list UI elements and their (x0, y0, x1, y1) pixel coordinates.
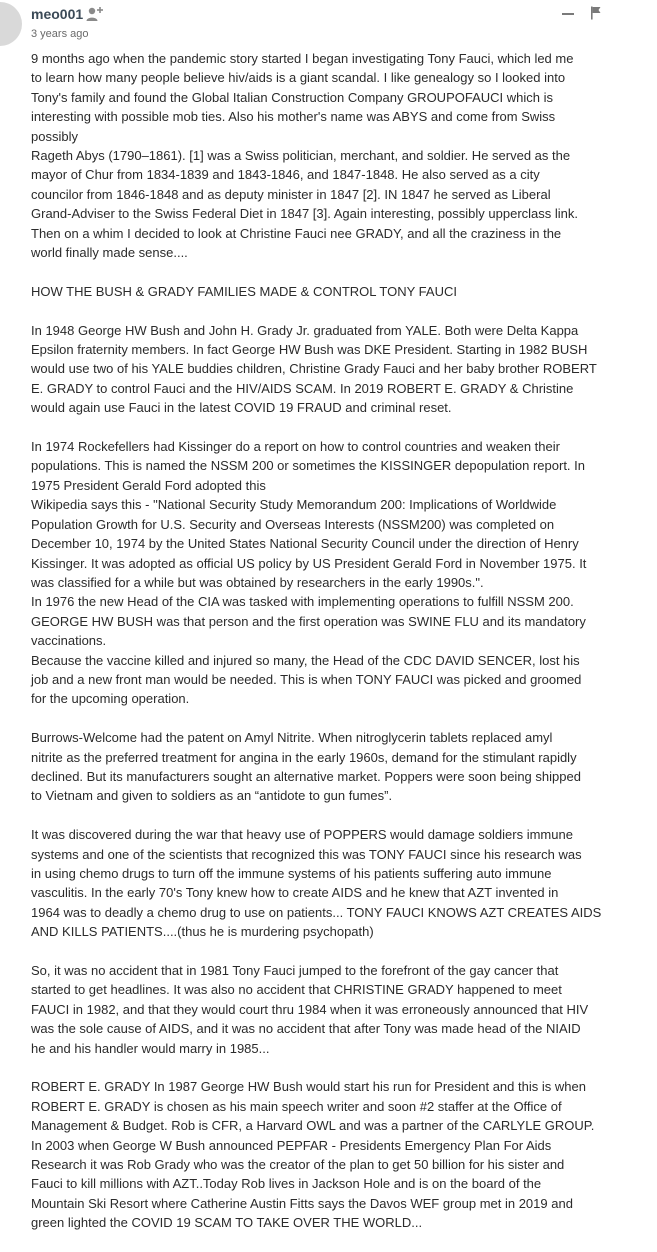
add-user-icon[interactable] (86, 6, 104, 22)
comment-text-line: vasculitis. In the early 70's Tony knew how to create AIDS and he knew that AZT invented in (31, 885, 559, 901)
comment-text-line: FAUCI in 1982, and that they would court thru 1984 when it was erroneously announced that HIV (31, 1001, 589, 1017)
comment-text-line: would use two of his YALE buddies children, Christine Grady Fauci and her baby brother ROBERT (31, 361, 597, 377)
comment-text-line: populations. This is named the NSSM 200 or sometimes the KISSINGER depopulation report. In (31, 458, 585, 474)
comment-text-line: councilor from 1846-1848 and as deputy minister in 1847 [2]. IN 1847 he served as Liberal (31, 186, 551, 202)
comment-text-line: E. GRADY to control Fauci and the HIV/AIDS SCAM. In 2019 ROBERT E. GRADY & Christine (31, 380, 574, 396)
comment-text-line: In 1948 George HW Bush and John H. Grady Jr. graduated from YALE. Both were Delta Kappa (31, 322, 579, 338)
comment-text-line: Management & Budget. Rob is CFR, a Harvard OWL and was a partner of the CARLYLE GROUP. (31, 1118, 595, 1134)
comment-text-line: possibly (31, 128, 78, 144)
comment-text-line: ROBERT E. GRADY In 1987 George HW Bush would start his run for President and this is when (31, 1079, 586, 1095)
comment-text-line: In 2003 when George W Bush announced PEPFAR - Presidents Emergency Plan For Aids (31, 1137, 552, 1153)
comment-text-line: declined. But its manufacturers sought an alternative market. Poppers were soon being shipped (31, 768, 581, 784)
comment-text-line: would again use Fauci in the latest COVID 19 FRAUD and criminal reset. (31, 400, 452, 416)
comment-text-line: 1964 was to deadly a chemo drug to use on patients... TONY FAUCI KNOWS AZT CREATES AIDS (31, 904, 602, 920)
comment-text-line: Mountain Ski Resort where Catherine Austin Fitts says the Davos WEF group met in 2019 and (31, 1195, 573, 1211)
comment-paragraph (31, 728, 633, 806)
comment-text-line: Then on a whim I decided to look at Christine Fauci nee GRADY, and all the craziness in the (31, 225, 562, 241)
comment-paragraph (31, 321, 633, 418)
comment-text-line: Population Growth for U.S. Security and Overseas Interests (NSSM200) was completed on (31, 516, 555, 532)
comment-text-line: green lighted the COVID 19 SCAM TO TAKE OVER THE WORLD... (31, 1215, 423, 1231)
comment-text-line: December 10, 1974 by the United States National Security Council under the direction of Henry (31, 536, 579, 552)
comment-body (31, 49, 633, 1252)
comment-text-line: In 1976 the new Head of the CIA was tasked with implementing operations to fulfill NSSM 200. (31, 594, 574, 610)
comment-text-line: Research it was Rob Grady who was the creator of the plan to get 50 billion for his sister and (31, 1157, 565, 1173)
comment-text-line: for the upcoming operation. (31, 691, 190, 707)
comment-paragraph (31, 961, 633, 1058)
comment-text-line: interesting with possible mob ties. Also his mother's name was ABYS and come from Swiss (31, 109, 556, 125)
comment-paragraph (31, 437, 633, 709)
comment-text-line: Kissinger. It was adopted as official US policy by US President Gerald Ford in November 1975. It (31, 555, 587, 571)
comment-text-line: was the sole cause of AIDS, and it was no accident that after Tony was made head of the NIAID (31, 1021, 581, 1037)
comment-text-line: vaccinations. (31, 633, 107, 649)
comment-text-line: Fauci to kill millions with AZT..Today Rob lives in Jackson Hole and is on the board of the (31, 1176, 542, 1192)
comment-text-line: AND KILLS PATIENTS....(thus he is murdering psychopath) (31, 924, 374, 940)
comment-text-line: 9 months ago when the pandemic story started I began investigating Tony Fauci, which led me (31, 51, 574, 66)
comment-text-line: GEORGE HW BUSH was that person and the first operation was SWINE FLU and its mandatory (31, 613, 586, 629)
comment-timestamp[interactable]: 3 years ago (31, 28, 89, 40)
comment-text-line: In 1974 Rockefellers had Kissinger do a report on how to control countries and weaken their (31, 439, 560, 455)
comment-text-line: in using chemo drugs to turn off the immune systems of his patients suffering auto immune (31, 865, 552, 881)
comment-text-line: started to get headlines. It was also no accident that CHRISTINE GRADY happened to meet (31, 982, 562, 998)
comment-text-line: to Vietnam and given to soldiers as an “antidote to gun fumes”. (31, 788, 393, 804)
comment-text-line: Epsilon fraternity members. In fact George HW Bush was DKE President. Starting in 1982 BUSH (31, 342, 588, 358)
comment-paragraph (31, 282, 633, 301)
minus-icon[interactable] (562, 13, 574, 15)
comment-text-line: 1975 President Gerald Ford adopted this (31, 477, 266, 493)
comment-text-line: Tony's family and found the Global Italian Construction Company GROUPOFAUCI which is (31, 89, 553, 105)
comment-text-line: Because the vaccine killed and injured so many, the Head of the CDC DAVID SENCER, lost his (31, 652, 580, 668)
comment-text-line: to learn how many people believe hiv/aids is a giant scandal. I like genealogy so I looked into (31, 70, 566, 86)
comment-text-line: Burrows-Welcome had the patent on Amyl Nitrite. When nitroglycerin tablets replaced amyl (31, 730, 553, 746)
avatar[interactable] (0, 2, 22, 46)
flag-icon[interactable] (590, 6, 602, 20)
comment-text-line: Rageth Abys (1790–1861). [1] was a Swiss politician, merchant, and soldier. He served as the (31, 148, 571, 164)
comment-text-line: mayor of Chur from 1834-1839 and 1843-1846, and 1847-1848. He also served as a city (31, 167, 540, 183)
comment-text-line: It was discovered during the war that heavy use of POPPERS would damage soldiers immune (31, 827, 573, 843)
comment-text-line: Wikipedia says this - "National Security Study Memorandum 200: Implications of Worldwide (31, 497, 557, 513)
comment-username[interactable]: meo001 (31, 6, 84, 22)
comment-paragraph (31, 825, 633, 941)
comment-text-line: Grand-Adviser to the Swiss Federal Diet in 1847 [3]. Again interesting, possibly upperclass link. (31, 206, 578, 222)
comment-text-line: was classified for a while but was obtained by researchers in the early 1990s.". (31, 574, 484, 590)
comment-text-line: HOW THE BUSH & GRADY FAMILIES MADE & CONTROL TONY FAUCI (31, 283, 457, 299)
comment-paragraph (31, 49, 633, 262)
comment-text-line: job and a new front man would be needed. This is when TONY FAUCI was picked and groomed (31, 671, 582, 687)
comment-text-line: he and his handler would marry in 1985... (31, 1040, 270, 1056)
comment-text-line: ROBERT E. GRADY is chosen as his main speech writer and soon #2 staffer at the Office of (31, 1098, 562, 1114)
comment-paragraph (31, 1077, 633, 1232)
comment-text-line: nitrite as the preferred treatment for angina in the early 1960s, demand for the stimulant rapidly (31, 749, 577, 765)
comment-text-line: So, it was no accident that in 1981 Tony Fauci jumped to the forefront of the gay cancer that (31, 963, 559, 978)
comment-text-line: world finally made sense.... (31, 245, 188, 261)
comment-text-line: systems and one of the scientists that recognized this was TONY FAUCI since his research was (31, 846, 582, 862)
